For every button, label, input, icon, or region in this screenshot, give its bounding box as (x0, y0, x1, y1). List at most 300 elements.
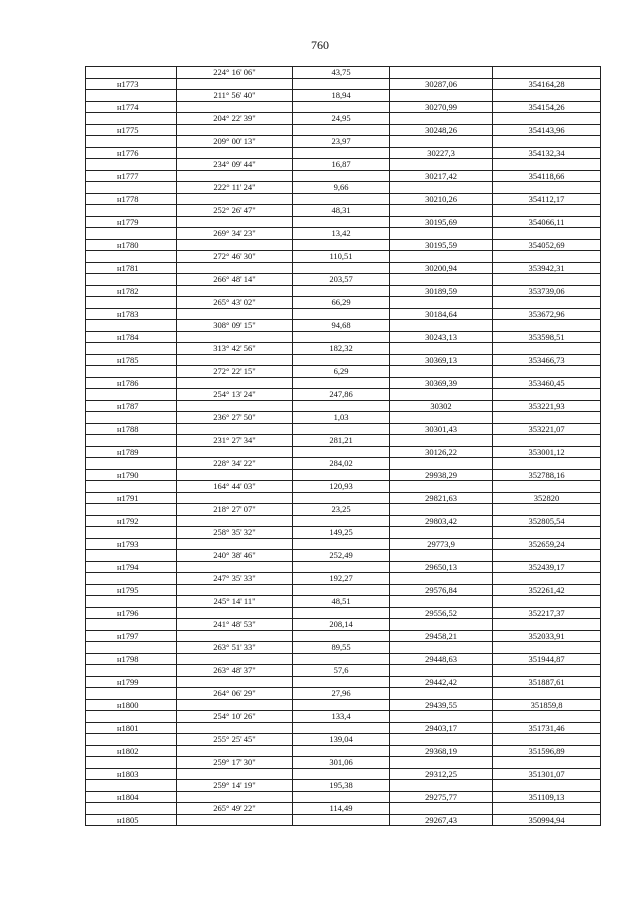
point-name-cell (86, 803, 177, 815)
bearing-cell (177, 240, 293, 252)
x-coordinate-cell (390, 136, 493, 148)
bearing-cell (177, 424, 293, 436)
y-coordinate-cell (493, 182, 601, 194)
segment-row (86, 274, 601, 286)
point-name-cell: н1794 (86, 562, 177, 574)
bearing-cell (177, 654, 293, 666)
point-name-cell (86, 228, 177, 240)
point-row (86, 424, 601, 436)
segment-row (86, 159, 601, 171)
y-coordinate-cell (493, 780, 601, 792)
point-name-cell: н1789 (86, 447, 177, 459)
x-coordinate-cell (390, 619, 493, 631)
point-row (86, 585, 601, 597)
segment-row (86, 711, 601, 723)
y-coordinate-cell (493, 481, 601, 493)
distance-cell: 114,49 (293, 803, 390, 815)
point-row (86, 562, 601, 574)
point-row (86, 447, 601, 459)
x-coordinate-cell (390, 642, 493, 654)
distance-cell (293, 654, 390, 666)
point-name-cell: н1778 (86, 194, 177, 206)
y-coordinate-cell: 352033,91 (493, 631, 601, 643)
bearing-cell: 241° 48' 53" (177, 619, 293, 631)
distance-cell: 284,02 (293, 458, 390, 470)
point-name-cell (86, 412, 177, 424)
y-coordinate-cell (493, 136, 601, 148)
distance-cell: 195,38 (293, 780, 390, 792)
bearing-cell: 240° 38' 46" (177, 550, 293, 562)
y-coordinate-cell: 351301,07 (493, 769, 601, 781)
y-coordinate-cell (493, 550, 601, 562)
point-name-cell (86, 113, 177, 125)
point-name-cell: н1800 (86, 700, 177, 712)
bearing-cell (177, 585, 293, 597)
x-coordinate-cell (390, 665, 493, 677)
distance-cell: 139,04 (293, 734, 390, 746)
bearing-cell: 218° 27' 07" (177, 504, 293, 516)
point-row (86, 217, 601, 229)
point-row (86, 631, 601, 643)
y-coordinate-cell (493, 320, 601, 332)
distance-cell: 43,75 (293, 67, 390, 79)
point-name-cell (86, 205, 177, 217)
segment-row (86, 297, 601, 309)
bearing-cell (177, 332, 293, 344)
x-coordinate-cell: 29458,21 (390, 631, 493, 643)
y-coordinate-cell: 352659,24 (493, 539, 601, 551)
distance-cell: 301,06 (293, 757, 390, 769)
point-name-cell: н1790 (86, 470, 177, 482)
point-name-cell (86, 251, 177, 263)
segment-row (86, 596, 601, 608)
segment-row (86, 803, 601, 815)
x-coordinate-cell (390, 458, 493, 470)
segment-row (86, 481, 601, 493)
y-coordinate-cell (493, 159, 601, 171)
point-row (86, 769, 601, 781)
point-name-cell: н1801 (86, 723, 177, 735)
y-coordinate-cell (493, 274, 601, 286)
distance-cell (293, 723, 390, 735)
segment-row (86, 665, 601, 677)
y-coordinate-cell (493, 67, 601, 79)
distance-cell (293, 447, 390, 459)
y-coordinate-cell: 351596,89 (493, 746, 601, 758)
y-coordinate-cell: 353942,31 (493, 263, 601, 275)
bearing-cell: 264° 06' 29" (177, 688, 293, 700)
distance-cell: 23,97 (293, 136, 390, 148)
x-coordinate-cell (390, 320, 493, 332)
bearing-cell: 234° 09' 44" (177, 159, 293, 171)
point-row (86, 378, 601, 390)
y-coordinate-cell (493, 228, 601, 240)
y-coordinate-cell: 353672,96 (493, 309, 601, 321)
point-name-cell: н1792 (86, 516, 177, 528)
segment-row (86, 320, 601, 332)
distance-cell: 23,25 (293, 504, 390, 516)
distance-cell (293, 102, 390, 114)
segment-row (86, 412, 601, 424)
distance-cell: 57,6 (293, 665, 390, 677)
point-name-cell: н1781 (86, 263, 177, 275)
segment-row (86, 205, 601, 217)
x-coordinate-cell: 30189,59 (390, 286, 493, 298)
x-coordinate-cell: 29442,42 (390, 677, 493, 689)
segment-row (86, 619, 601, 631)
y-coordinate-cell (493, 113, 601, 125)
distance-cell (293, 401, 390, 413)
y-coordinate-cell: 354143,96 (493, 125, 601, 137)
point-row (86, 608, 601, 620)
y-coordinate-cell: 353598,51 (493, 332, 601, 344)
x-coordinate-cell: 29448,63 (390, 654, 493, 666)
distance-cell (293, 424, 390, 436)
point-name-cell (86, 389, 177, 401)
y-coordinate-cell (493, 757, 601, 769)
x-coordinate-cell (390, 711, 493, 723)
segment-row (86, 734, 601, 746)
bearing-cell: 313° 42' 56" (177, 343, 293, 355)
y-coordinate-cell: 353221,93 (493, 401, 601, 413)
distance-cell: 120,93 (293, 481, 390, 493)
x-coordinate-cell: 29403,17 (390, 723, 493, 735)
point-row (86, 102, 601, 114)
distance-cell (293, 677, 390, 689)
y-coordinate-cell (493, 619, 601, 631)
distance-cell: 182,32 (293, 343, 390, 355)
y-coordinate-cell: 351859,8 (493, 700, 601, 712)
x-coordinate-cell: 29821,63 (390, 493, 493, 505)
distance-cell: 133,4 (293, 711, 390, 723)
bearing-cell: 272° 22' 15" (177, 366, 293, 378)
bearing-cell (177, 792, 293, 804)
bearing-cell: 164° 44' 03" (177, 481, 293, 493)
bearing-cell: 224° 16' 06" (177, 67, 293, 79)
distance-cell: 281,21 (293, 435, 390, 447)
distance-cell (293, 332, 390, 344)
point-name-cell (86, 90, 177, 102)
point-row (86, 79, 601, 91)
x-coordinate-cell (390, 688, 493, 700)
point-name-cell: н1796 (86, 608, 177, 620)
y-coordinate-cell: 353221,07 (493, 424, 601, 436)
distance-cell (293, 263, 390, 275)
distance-cell: 110,51 (293, 251, 390, 263)
segment-row (86, 642, 601, 654)
point-name-cell: н1780 (86, 240, 177, 252)
bearing-cell: 265° 49' 22" (177, 803, 293, 815)
distance-cell (293, 608, 390, 620)
x-coordinate-cell (390, 435, 493, 447)
bearing-cell: 308° 09' 15" (177, 320, 293, 332)
bearing-cell: 245° 14' 11" (177, 596, 293, 608)
point-name-cell: н1777 (86, 171, 177, 183)
y-coordinate-cell: 354164,28 (493, 79, 601, 91)
point-row (86, 355, 601, 367)
point-row (86, 148, 601, 160)
x-coordinate-cell: 29368,19 (390, 746, 493, 758)
point-row (86, 792, 601, 804)
point-name-cell (86, 642, 177, 654)
bearing-cell: 258° 35' 32" (177, 527, 293, 539)
point-name-cell: н1782 (86, 286, 177, 298)
point-name-cell: н1785 (86, 355, 177, 367)
y-coordinate-cell (493, 596, 601, 608)
y-coordinate-cell (493, 366, 601, 378)
distance-cell: 48,31 (293, 205, 390, 217)
point-row (86, 654, 601, 666)
bearing-cell (177, 493, 293, 505)
bearing-cell (177, 470, 293, 482)
bearing-cell (177, 309, 293, 321)
x-coordinate-cell (390, 297, 493, 309)
bearing-cell (177, 562, 293, 574)
distance-cell: 66,29 (293, 297, 390, 309)
x-coordinate-cell: 30287,06 (390, 79, 493, 91)
point-name-cell (86, 458, 177, 470)
bearing-cell (177, 746, 293, 758)
bearing-cell (177, 608, 293, 620)
distance-cell: 252,49 (293, 550, 390, 562)
bearing-cell (177, 125, 293, 137)
segment-row (86, 389, 601, 401)
x-coordinate-cell: 29938,29 (390, 470, 493, 482)
x-coordinate-cell (390, 550, 493, 562)
x-coordinate-cell: 30200,94 (390, 263, 493, 275)
segment-row (86, 251, 601, 263)
point-name-cell (86, 665, 177, 677)
point-row (86, 539, 601, 551)
x-coordinate-cell (390, 113, 493, 125)
bearing-cell: 255° 25' 45" (177, 734, 293, 746)
y-coordinate-cell: 354132,34 (493, 148, 601, 160)
x-coordinate-cell: 30369,39 (390, 378, 493, 390)
y-coordinate-cell (493, 205, 601, 217)
bearing-cell: 272° 46' 30" (177, 251, 293, 263)
x-coordinate-cell: 30369,13 (390, 355, 493, 367)
distance-cell (293, 125, 390, 137)
x-coordinate-cell: 30301,43 (390, 424, 493, 436)
distance-cell: 192,27 (293, 573, 390, 585)
point-name-cell (86, 366, 177, 378)
x-coordinate-cell: 29556,52 (390, 608, 493, 620)
x-coordinate-cell (390, 757, 493, 769)
distance-cell: 89,55 (293, 642, 390, 654)
point-name-cell (86, 274, 177, 286)
distance-cell (293, 470, 390, 482)
distance-cell: 6,29 (293, 366, 390, 378)
point-name-cell (86, 136, 177, 148)
bearing-cell: 222° 11' 24" (177, 182, 293, 194)
y-coordinate-cell (493, 458, 601, 470)
point-name-cell (86, 435, 177, 447)
bearing-cell: 236° 27' 50" (177, 412, 293, 424)
y-coordinate-cell: 353460,45 (493, 378, 601, 390)
point-row (86, 516, 601, 528)
distance-cell (293, 286, 390, 298)
bearing-cell: 269° 34' 23" (177, 228, 293, 240)
bearing-cell: 252° 26' 47" (177, 205, 293, 217)
segment-row (86, 458, 601, 470)
point-row (86, 194, 601, 206)
bearing-cell: 259° 17' 30" (177, 757, 293, 769)
point-name-cell: н1791 (86, 493, 177, 505)
x-coordinate-cell (390, 389, 493, 401)
distance-cell (293, 309, 390, 321)
point-name-cell (86, 619, 177, 631)
point-name-cell (86, 550, 177, 562)
bearing-cell (177, 723, 293, 735)
point-name-cell (86, 159, 177, 171)
y-coordinate-cell (493, 504, 601, 516)
y-coordinate-cell (493, 251, 601, 263)
x-coordinate-cell: 30195,69 (390, 217, 493, 229)
bearing-cell (177, 539, 293, 551)
bearing-cell (177, 631, 293, 643)
x-coordinate-cell (390, 573, 493, 585)
distance-cell (293, 355, 390, 367)
point-name-cell: н1787 (86, 401, 177, 413)
point-row (86, 677, 601, 689)
distance-cell (293, 792, 390, 804)
x-coordinate-cell (390, 481, 493, 493)
bearing-cell (177, 194, 293, 206)
x-coordinate-cell: 29312,25 (390, 769, 493, 781)
point-name-cell (86, 182, 177, 194)
point-name-cell: н1797 (86, 631, 177, 643)
distance-cell (293, 171, 390, 183)
x-coordinate-cell: 29439,55 (390, 700, 493, 712)
x-coordinate-cell: 29773,9 (390, 539, 493, 551)
distance-cell: 24,95 (293, 113, 390, 125)
segment-row (86, 343, 601, 355)
x-coordinate-cell (390, 274, 493, 286)
point-row (86, 723, 601, 735)
point-name-cell (86, 734, 177, 746)
distance-cell: 94,68 (293, 320, 390, 332)
segment-row (86, 435, 601, 447)
x-coordinate-cell: 30227,3 (390, 148, 493, 160)
segment-row (86, 780, 601, 792)
y-coordinate-cell: 351944,87 (493, 654, 601, 666)
y-coordinate-cell: 350994,94 (493, 815, 601, 827)
x-coordinate-cell: 30210,26 (390, 194, 493, 206)
point-row (86, 746, 601, 758)
distance-cell (293, 746, 390, 758)
bearing-cell: 247° 35' 33" (177, 573, 293, 585)
page-number: 760 (311, 38, 329, 52)
point-name-cell: н1795 (86, 585, 177, 597)
y-coordinate-cell (493, 389, 601, 401)
distance-cell (293, 217, 390, 229)
point-name-cell (86, 320, 177, 332)
x-coordinate-cell: 29267,43 (390, 815, 493, 827)
segment-row (86, 113, 601, 125)
point-name-cell: н1799 (86, 677, 177, 689)
distance-cell (293, 194, 390, 206)
point-name-cell (86, 573, 177, 585)
point-name-cell (86, 688, 177, 700)
distance-cell: 208,14 (293, 619, 390, 631)
point-row (86, 493, 601, 505)
bearing-cell: 263° 51' 33" (177, 642, 293, 654)
y-coordinate-cell (493, 343, 601, 355)
x-coordinate-cell: 29576,84 (390, 585, 493, 597)
distance-cell (293, 240, 390, 252)
bearing-cell (177, 401, 293, 413)
x-coordinate-cell: 30195,59 (390, 240, 493, 252)
point-row (86, 700, 601, 712)
x-coordinate-cell (390, 90, 493, 102)
x-coordinate-cell: 29650,13 (390, 562, 493, 574)
point-row (86, 286, 601, 298)
x-coordinate-cell (390, 734, 493, 746)
point-name-cell: н1774 (86, 102, 177, 114)
y-coordinate-cell: 351109,13 (493, 792, 601, 804)
point-row (86, 125, 601, 137)
point-name-cell: н1804 (86, 792, 177, 804)
point-row (86, 309, 601, 321)
point-name-cell: н1798 (86, 654, 177, 666)
bearing-cell: 231° 27' 34" (177, 435, 293, 447)
y-coordinate-cell: 352439,17 (493, 562, 601, 574)
y-coordinate-cell: 352805,54 (493, 516, 601, 528)
distance-cell: 9,66 (293, 182, 390, 194)
bearing-cell: 228° 34' 22" (177, 458, 293, 470)
y-coordinate-cell (493, 665, 601, 677)
segment-row (86, 228, 601, 240)
x-coordinate-cell (390, 504, 493, 516)
distance-cell (293, 148, 390, 160)
distance-cell (293, 493, 390, 505)
point-name-cell: н1775 (86, 125, 177, 137)
distance-cell: 48,51 (293, 596, 390, 608)
segment-row (86, 527, 601, 539)
y-coordinate-cell (493, 803, 601, 815)
bearing-cell (177, 769, 293, 781)
x-coordinate-cell (390, 67, 493, 79)
bearing-cell (177, 217, 293, 229)
distance-cell (293, 631, 390, 643)
x-coordinate-cell: 29803,42 (390, 516, 493, 528)
point-name-cell (86, 343, 177, 355)
x-coordinate-cell: 30302 (390, 401, 493, 413)
point-name-cell: н1776 (86, 148, 177, 160)
y-coordinate-cell: 352261,42 (493, 585, 601, 597)
bearing-cell (177, 815, 293, 827)
y-coordinate-cell: 353466,73 (493, 355, 601, 367)
bearing-cell (177, 102, 293, 114)
bearing-cell (177, 148, 293, 160)
segment-row (86, 67, 601, 79)
y-coordinate-cell: 351731,46 (493, 723, 601, 735)
segment-row (86, 504, 601, 516)
x-coordinate-cell (390, 596, 493, 608)
x-coordinate-cell (390, 159, 493, 171)
distance-cell (293, 516, 390, 528)
distance-cell (293, 585, 390, 597)
distance-cell: 27,96 (293, 688, 390, 700)
segment-row (86, 757, 601, 769)
distance-cell (293, 79, 390, 91)
distance-cell: 16,87 (293, 159, 390, 171)
distance-cell: 13,42 (293, 228, 390, 240)
point-name-cell: н1803 (86, 769, 177, 781)
distance-cell (293, 700, 390, 712)
y-coordinate-cell: 352820 (493, 493, 601, 505)
x-coordinate-cell: 30243,13 (390, 332, 493, 344)
